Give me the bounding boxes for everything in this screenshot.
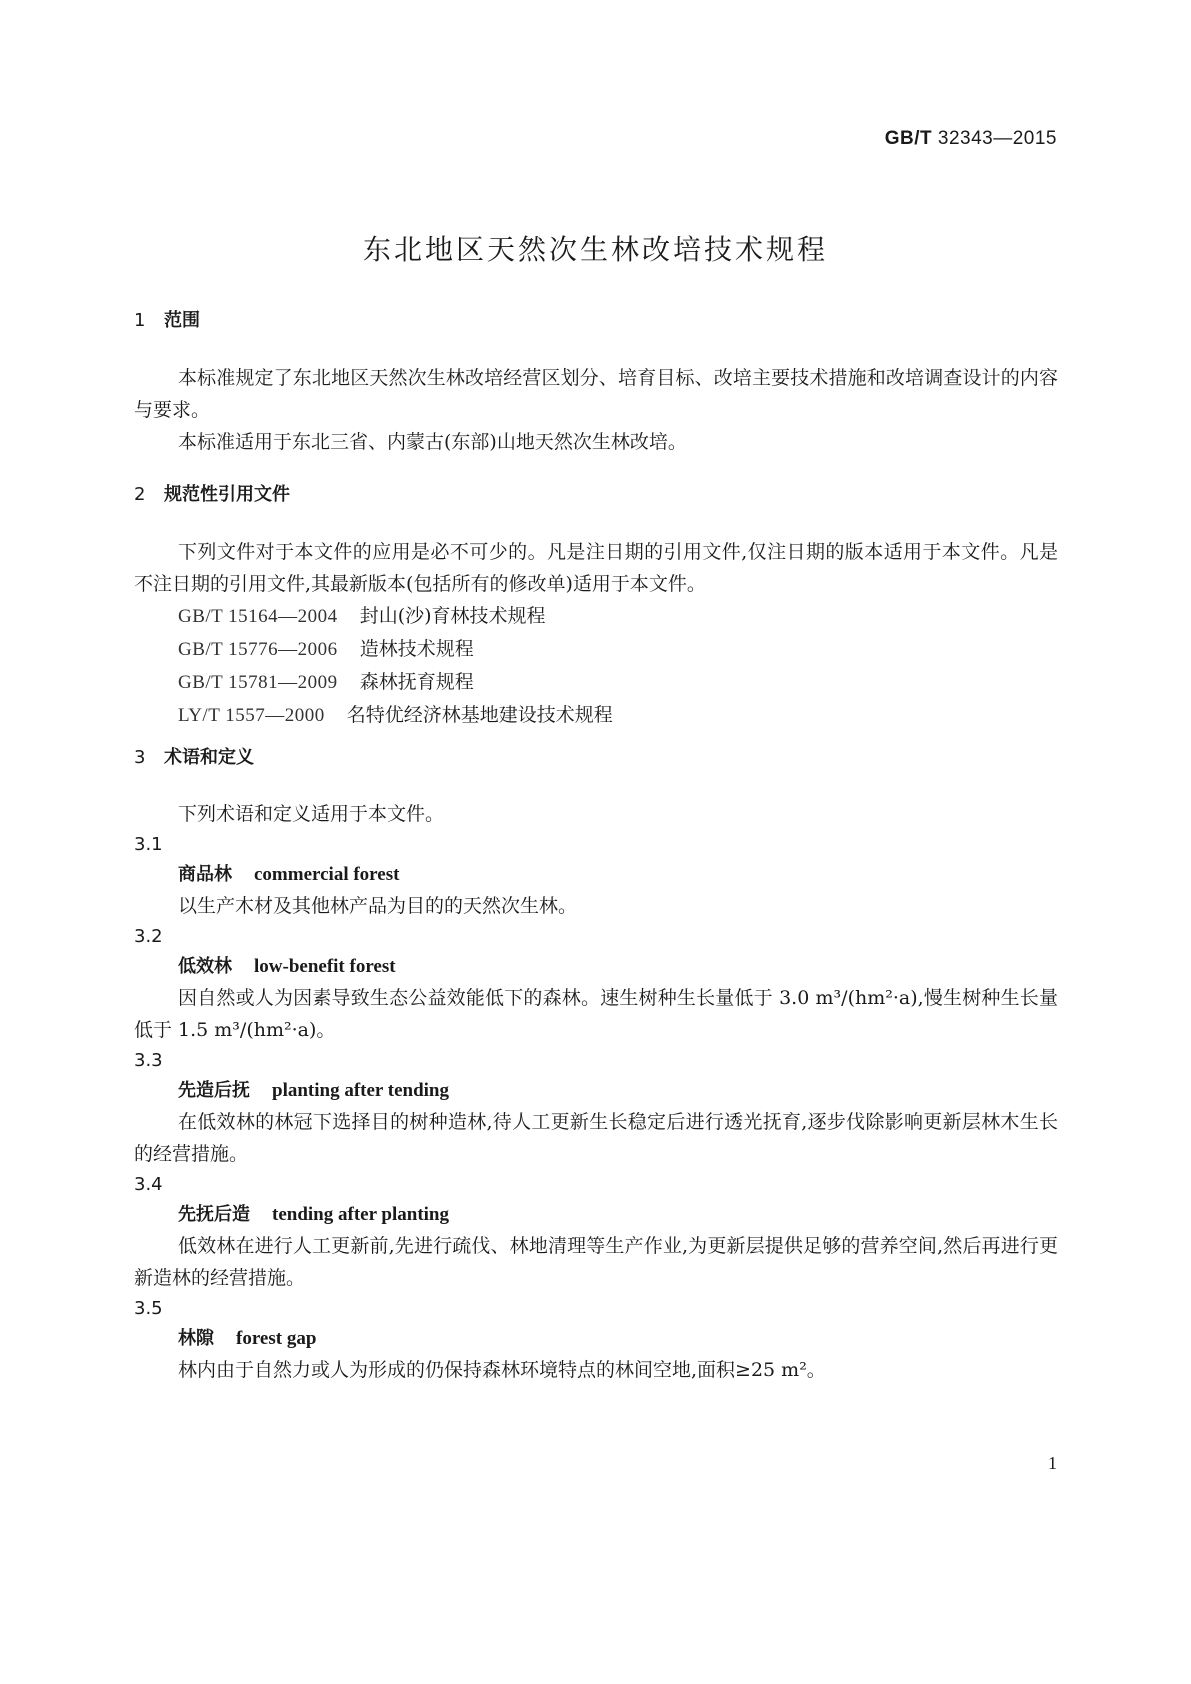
term-en: tending after planting bbox=[272, 1204, 450, 1225]
reference-title: 造林技术规程 bbox=[359, 638, 474, 660]
section-title: 规范性引用文件 bbox=[164, 484, 290, 505]
reference-title: 封山(沙)育林技术规程 bbox=[359, 605, 546, 627]
term-zh: 低效林 bbox=[178, 956, 232, 977]
term-name bbox=[134, 860, 1058, 890]
reference-item bbox=[134, 600, 1058, 633]
section-references bbox=[134, 482, 1058, 508]
terms-body bbox=[134, 798, 1058, 1386]
section-number: 3 bbox=[134, 747, 146, 768]
reference-list bbox=[134, 600, 1058, 732]
section-heading bbox=[134, 308, 1058, 334]
document-title: 东北地区天然次生林改培技术规程 bbox=[362, 233, 828, 266]
section-heading bbox=[134, 745, 1058, 771]
standard-prefix: GB/T bbox=[884, 128, 933, 149]
scope-paragraph-1: 本标准规定了东北地区天然次生林改培经营区划分、培育目标、改培主要技术措施和改培调查设计的内容与要求。 bbox=[134, 367, 1058, 421]
term-en: commercial forest bbox=[254, 864, 400, 885]
reference-code: LY/T 1557—2000 bbox=[178, 705, 325, 726]
term-number: 3.5 bbox=[134, 1298, 163, 1319]
term-definition: 在低效林的林冠下选择目的树种造林,待人工更新生长稳定后进行透光抚育,逐步伐除影响更新层林木生长的经营措施。 bbox=[134, 1111, 1058, 1165]
references-body bbox=[134, 536, 1058, 732]
standard-code bbox=[885, 128, 1057, 150]
section-number: 2 bbox=[134, 484, 146, 505]
reference-title: 名特优经济林基地建设技术规程 bbox=[346, 704, 613, 726]
term-en: low-benefit forest bbox=[254, 956, 396, 977]
reference-item bbox=[134, 699, 1058, 732]
term-definition: 因自然或人为因素导致生态公益效能低下的森林。速生树种生长量低于 3.0 m³/(hm²·a),慢生树种生长量低于 1.5 m³/(hm²·a)。 bbox=[134, 987, 1058, 1041]
reference-title: 森林抚育规程 bbox=[359, 671, 474, 693]
term-en: forest gap bbox=[236, 1328, 317, 1349]
term-definition: 以生产木材及其他林产品为目的的天然次生林。 bbox=[178, 895, 578, 917]
term-number: 3.2 bbox=[134, 926, 163, 947]
term-name bbox=[134, 1324, 1058, 1354]
reference-code: GB/T 15164—2004 bbox=[178, 606, 338, 627]
references-intro: 下列文件对于本文件的应用是必不可少的。凡是注日期的引用文件,仅注日期的版本适用于本文件。凡是不注日期的引用文件,其最新版本(包括所有的修改单)适用于本文件。 bbox=[134, 541, 1058, 595]
term-number: 3.3 bbox=[134, 1050, 163, 1071]
term-zh: 先造后抚 bbox=[178, 1080, 250, 1101]
term-number: 3.4 bbox=[134, 1174, 163, 1195]
term-definition: 低效林在进行人工更新前,先进行疏伐、林地清理等生产作业,为更新层提供足够的营养空间,然后再进行更新造林的经营措施。 bbox=[134, 1235, 1058, 1289]
section-terms bbox=[134, 745, 1058, 771]
term-name bbox=[134, 1076, 1058, 1106]
terms-intro: 下列术语和定义适用于本文件。 bbox=[178, 803, 445, 825]
scope-paragraph-2: 本标准适用于东北三省、内蒙古(东部)山地天然次生林改培。 bbox=[178, 431, 687, 453]
scope-paragraphs bbox=[134, 362, 1058, 458]
term-zh: 先抚后造 bbox=[178, 1204, 250, 1225]
term-zh: 商品林 bbox=[178, 864, 232, 885]
term-definition: 林内由于自然力或人为形成的仍保持森林环境特点的林间空地,面积≥25 m²。 bbox=[178, 1359, 826, 1381]
section-title: 术语和定义 bbox=[164, 747, 254, 768]
term-name bbox=[134, 1200, 1058, 1230]
section-title: 范围 bbox=[164, 310, 200, 331]
term-number: 3.1 bbox=[134, 834, 163, 855]
section-scope bbox=[134, 308, 1058, 334]
reference-code: GB/T 15781—2009 bbox=[178, 672, 338, 693]
section-number: 1 bbox=[134, 310, 146, 331]
term-name bbox=[134, 952, 1058, 982]
reference-item bbox=[134, 666, 1058, 699]
reference-item bbox=[134, 633, 1058, 666]
page-number: 1 bbox=[1048, 1453, 1057, 1473]
section-heading bbox=[134, 482, 1058, 508]
term-zh: 林隙 bbox=[178, 1328, 214, 1349]
term-en: planting after tending bbox=[272, 1080, 450, 1101]
reference-code: GB/T 15776—2006 bbox=[178, 639, 338, 660]
standard-number: 32343—2015 bbox=[937, 128, 1057, 149]
